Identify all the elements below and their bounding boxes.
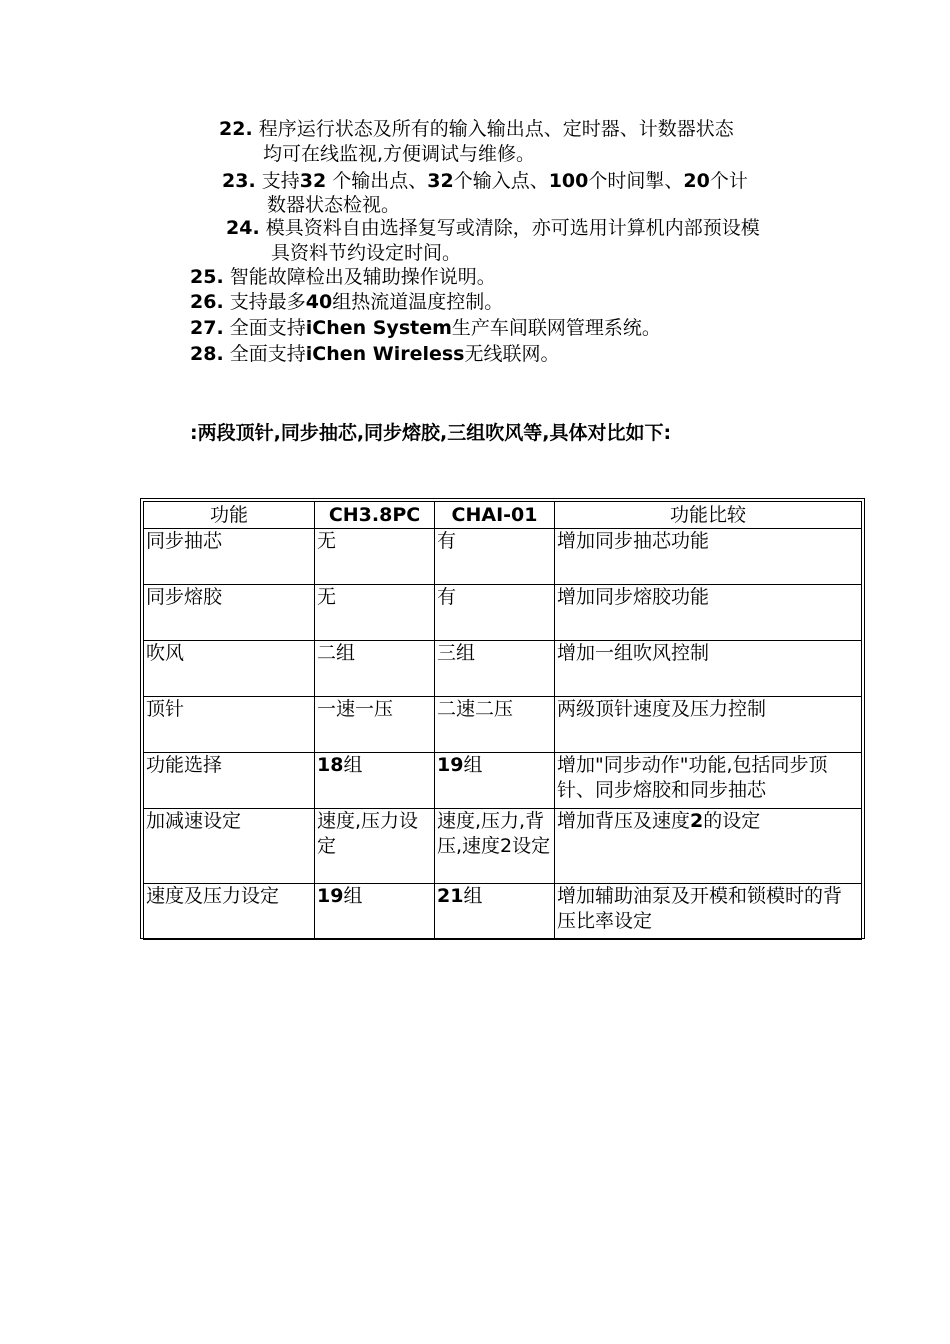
cell-compare: 增加一组吹风控制 <box>555 641 862 697</box>
list-item-22 <box>219 117 734 142</box>
item-number: 25. <box>190 266 224 288</box>
cell-compare: 增加同步抽芯功能 <box>555 529 862 585</box>
cell-ch38pc: 18组 <box>315 753 435 809</box>
cell-chai01: 二速二压 <box>435 697 555 753</box>
cell-ch38pc: 无 <box>315 585 435 641</box>
list-item-24 <box>226 216 760 241</box>
table-row <box>144 753 862 809</box>
cell-feature: 加减速设定 <box>144 809 315 884</box>
comparison-table <box>143 501 862 940</box>
header-compare: 功能比较 <box>555 502 862 529</box>
header-ch38pc: CH3.8PC <box>315 502 435 529</box>
cell-compare: 增加背压及速度2的设定 <box>555 809 862 884</box>
cell-feature: 功能选择 <box>144 753 315 809</box>
list-item-28 <box>190 342 560 367</box>
cell-feature: 吹风 <box>144 641 315 697</box>
table-row <box>144 884 862 940</box>
list-item-23 <box>222 169 748 194</box>
item-text: 全面支持iChen Wireless无线联网。 <box>229 343 560 365</box>
list-item-26 <box>190 290 503 315</box>
cell-chai01: 有 <box>435 585 555 641</box>
item-number: 28. <box>190 343 224 365</box>
comparison-table-frame <box>140 498 865 939</box>
item-text: 模具资料自由选择复写或清除，亦可选用计算机内部预设模 <box>265 217 760 239</box>
item-continuation: 均可在线监视,方便调试与维修。 <box>263 143 536 165</box>
item-text: 支持最多40组热流道温度控制。 <box>229 291 504 313</box>
cell-ch38pc: 19组 <box>315 884 435 940</box>
item-number: 27. <box>190 317 224 339</box>
cell-feature: 速度及压力设定 <box>144 884 315 940</box>
cell-feature: 同步抽芯 <box>144 529 315 585</box>
item-number: 22. <box>219 118 253 140</box>
table-row <box>144 809 862 884</box>
cell-ch38pc: 二组 <box>315 641 435 697</box>
table-header-row <box>144 502 862 529</box>
header-feature: 功能 <box>144 502 315 529</box>
item-number: 24. <box>226 217 260 239</box>
comparison-intro: :两段顶针,同步抽芯,同步熔胶,三组吹风等,具体对比如下: <box>190 422 672 444</box>
cell-compare: 增加"同步动作"功能,包括同步顶针、同步熔胶和同步抽芯 <box>555 753 862 809</box>
item-number: 26. <box>190 291 224 313</box>
table-row <box>144 697 862 753</box>
table-row <box>144 641 862 697</box>
item-text: 智能故障检出及辅助操作说明。 <box>229 266 496 288</box>
item-continuation: 具资料节约设定时间。 <box>271 242 462 264</box>
cell-feature: 同步熔胶 <box>144 585 315 641</box>
item-text: 支持32 个输出点、32个输入点、100个时间掣、20个计 <box>261 170 748 192</box>
item-continuation: 数器状态检视。 <box>267 194 401 216</box>
list-item-27 <box>190 316 661 341</box>
list-item-25 <box>190 265 496 290</box>
cell-compare: 两级顶针速度及压力控制 <box>555 697 862 753</box>
item-text: 全面支持iChen System生产车间联网管理系统。 <box>229 317 661 339</box>
table-row <box>144 529 862 585</box>
cell-chai01: 21组 <box>435 884 555 940</box>
item-text: 程序运行状态及所有的输入输出点、定时器、计数器状态 <box>258 118 734 140</box>
cell-chai01: 有 <box>435 529 555 585</box>
header-chai01: CHAI-01 <box>435 502 555 529</box>
cell-compare: 增加辅助油泵及开模和锁模时的背压比率设定 <box>555 884 862 940</box>
cell-chai01: 速度,压力,背压,速度2设定 <box>435 809 555 884</box>
cell-compare: 增加同步熔胶功能 <box>555 585 862 641</box>
cell-ch38pc: 速度,压力设定 <box>315 809 435 884</box>
cell-ch38pc: 无 <box>315 529 435 585</box>
cell-ch38pc: 一速一压 <box>315 697 435 753</box>
item-number: 23. <box>222 170 256 192</box>
cell-chai01: 19组 <box>435 753 555 809</box>
cell-chai01: 三组 <box>435 641 555 697</box>
table-row <box>144 585 862 641</box>
cell-feature: 顶针 <box>144 697 315 753</box>
